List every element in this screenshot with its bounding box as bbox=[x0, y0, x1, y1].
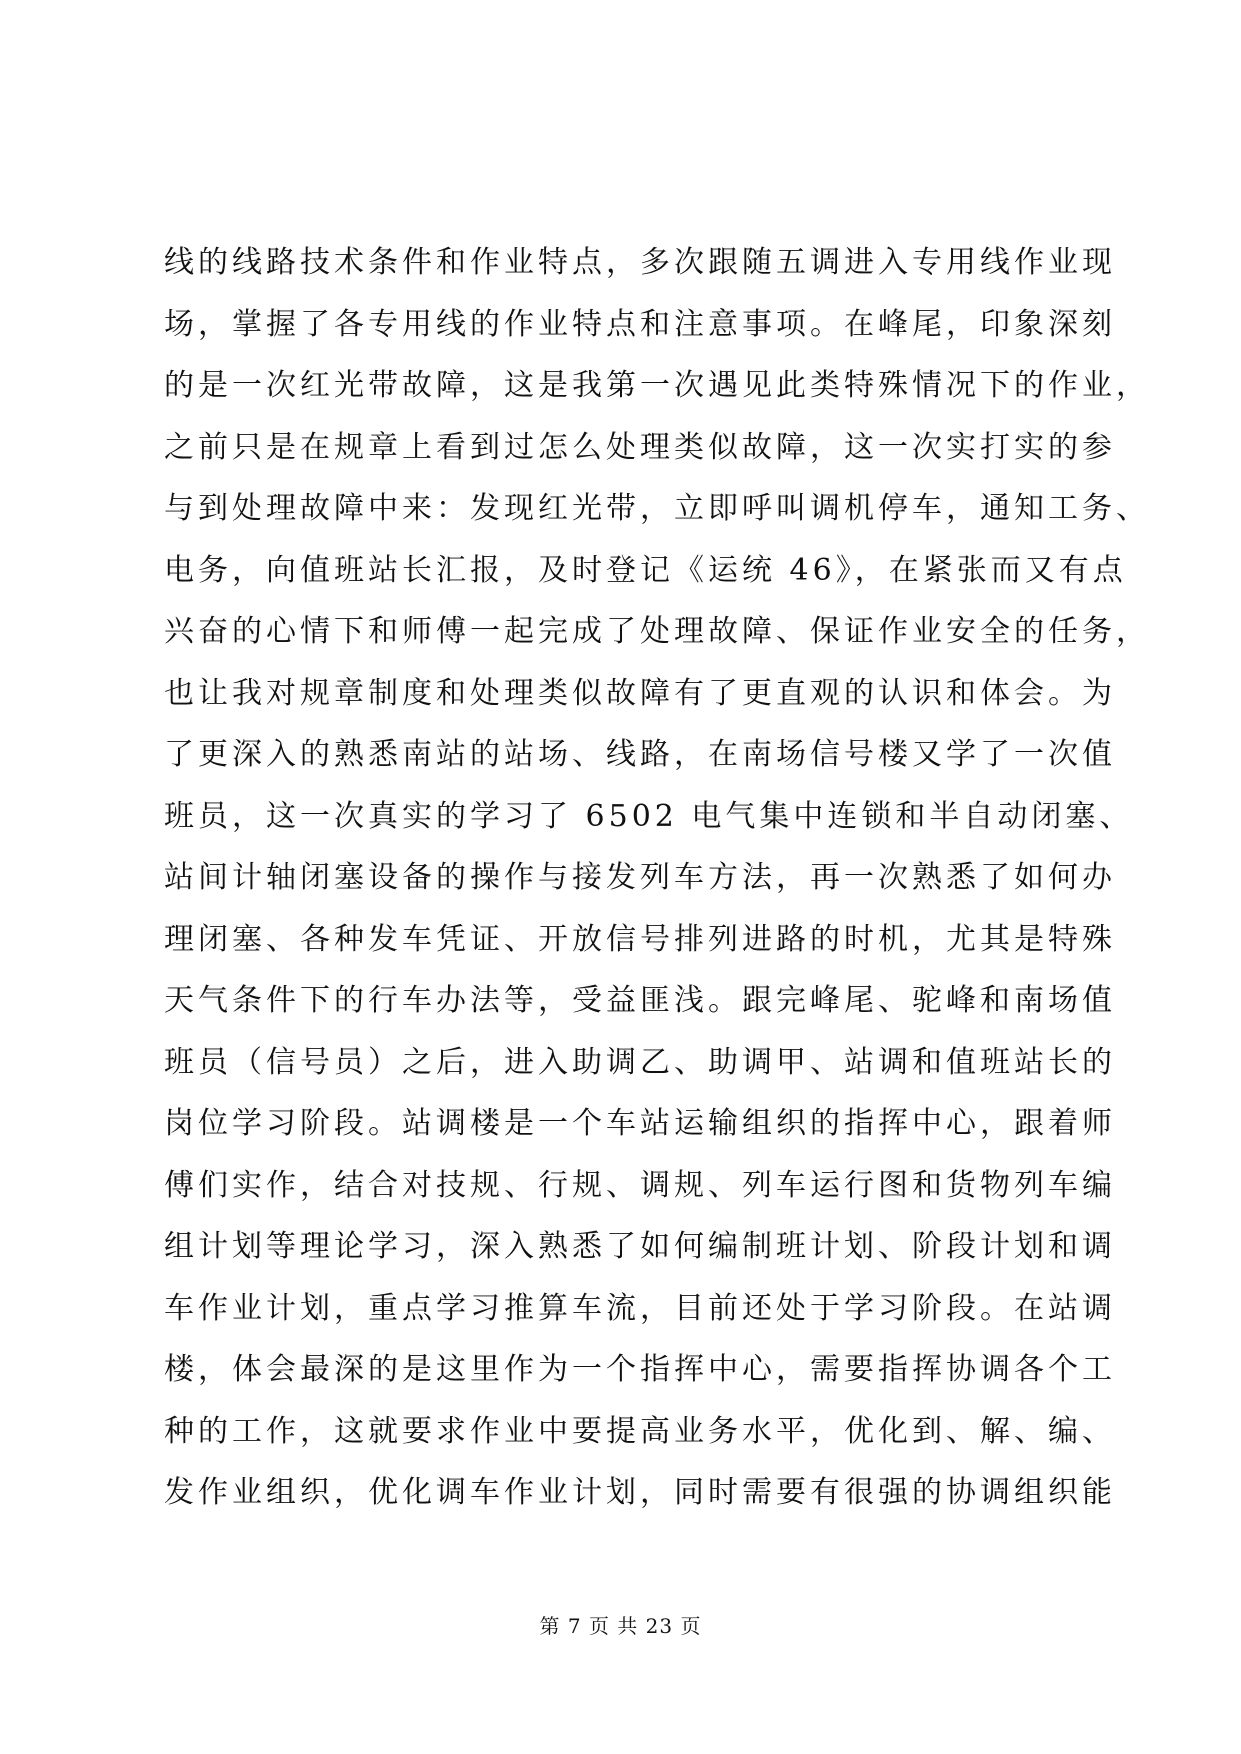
text-line: 与到处理故障中来：发现红光带，立即呼叫调机停车，通知工务、 bbox=[164, 491, 1150, 526]
text-line: 种的工作，这就要求作业中要提高业务水平，优化到、解、编、 bbox=[164, 1413, 1116, 1449]
text-line: 发作业组织，优化调车作业计划，同时需要有很强的协调组织能 bbox=[164, 1475, 1116, 1510]
text-line: 的是一次红光带故障，这是我第一次遇见此类特殊情况下的作业， bbox=[164, 368, 1150, 403]
text-line: 岗位学习阶段。站调楼是一个车站运输组织的指挥中心，跟着师 bbox=[164, 1106, 1116, 1141]
text-line: 电务，向值班站长汇报，及时登记《运统 46》，在紧张而又有点 bbox=[164, 552, 1127, 588]
text-line: 车作业计划，重点学习推算车流，目前还处于学习阶段。在站调 bbox=[164, 1290, 1116, 1326]
text-line: 组计划等理论学习，深入熟悉了如何编制班计划、阶段计划和调 bbox=[164, 1229, 1116, 1264]
text-line: 线的线路技术条件和作业特点，多次跟随五调进入专用线作业现 bbox=[164, 245, 1116, 280]
text-line: 傅们实作，结合对技规、行规、调规、列车运行图和货物列车编 bbox=[164, 1167, 1116, 1203]
text-line: 班员，这一次真实的学习了 6502 电气集中连锁和半自动闭塞、 bbox=[164, 798, 1134, 834]
text-line: 楼，体会最深的是这里作为一个指挥中心，需要指挥协调各个工 bbox=[164, 1352, 1116, 1387]
page-number-footer: 第 7 页 共 23 页 bbox=[539, 1614, 702, 1638]
text-line: 之前只是在规章上看到过怎么处理类似故障，这一次实打实的参 bbox=[164, 429, 1116, 465]
text-line: 也让我对规章制度和处理类似故障有了更直观的认识和体会。为 bbox=[164, 675, 1116, 711]
text-line: 场，掌握了各专用线的作业特点和注意事项。在峰尾，印象深刻 bbox=[164, 306, 1116, 342]
text-line: 天气条件下的行车办法等，受益匪浅。跟完峰尾、驼峰和南场值 bbox=[164, 983, 1116, 1018]
text-line: 班员（信号员）之后，进入助调乙、助调甲、站调和值班站长的 bbox=[164, 1044, 1116, 1080]
text-line: 理闭塞、各种发车凭证、开放信号排列进路的时机，尤其是特殊 bbox=[164, 921, 1116, 957]
text-line: 兴奋的心情下和师傅一起完成了处理故障、保证作业安全的任务， bbox=[164, 614, 1150, 649]
body-text bbox=[164, 232, 1150, 1524]
text-line: 站间计轴闭塞设备的操作与接发列车方法，再一次熟悉了如何办 bbox=[164, 860, 1116, 895]
text-line: 了更深入的熟悉南站的站场、线路，在南场信号楼又学了一次值 bbox=[164, 737, 1116, 772]
